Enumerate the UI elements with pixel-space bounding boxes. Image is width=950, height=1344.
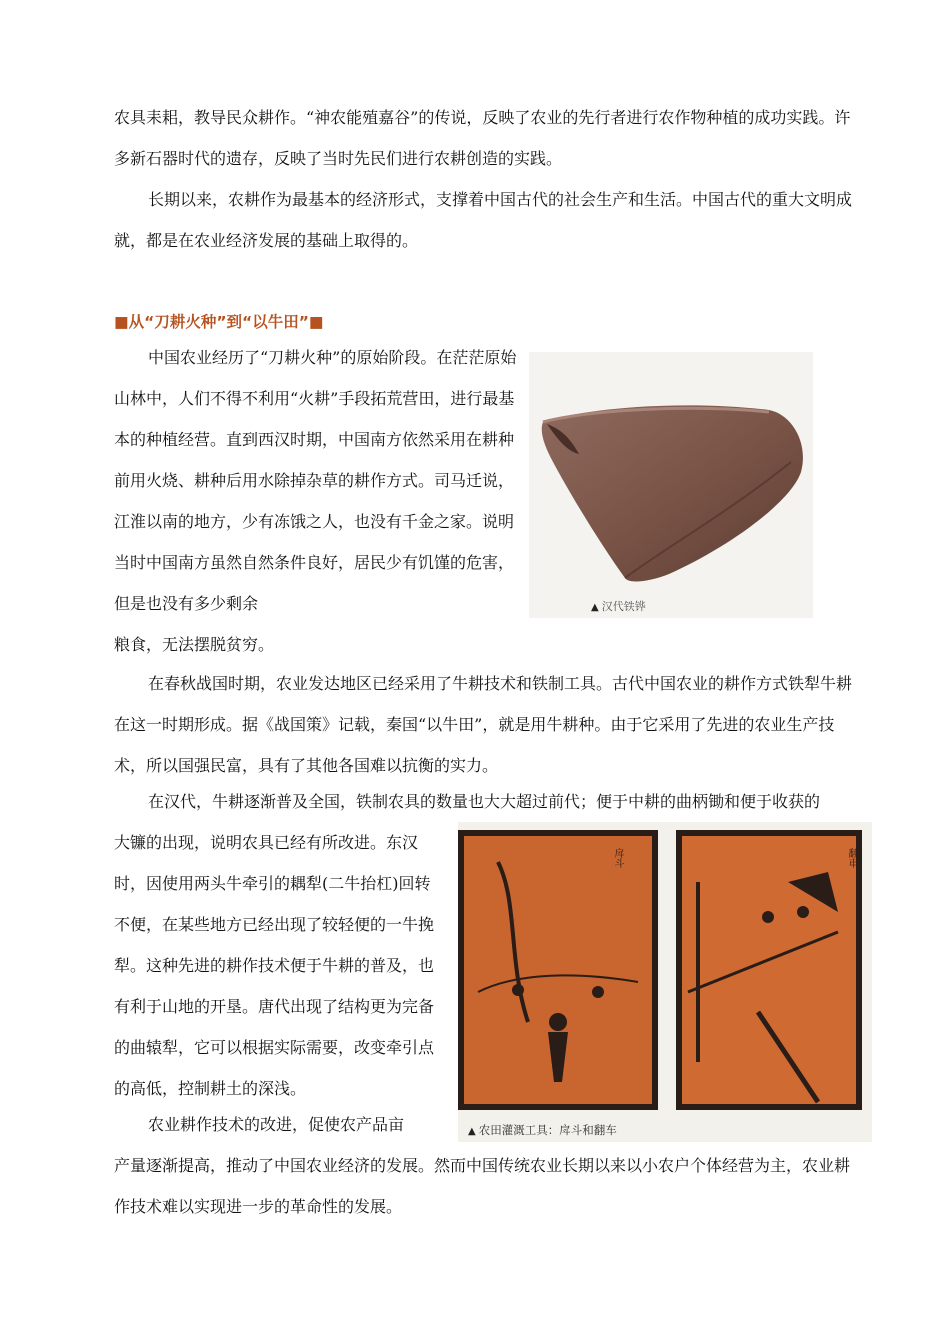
figure-iron-plowshare	[529, 352, 813, 618]
paragraph-2: 长期以来，农耕作为最基本的经济形式，支撑着中国古代的社会生产和生活。中国古代的重大文明成就，都是在农业经济发展的基础上取得的。	[114, 190, 853, 250]
heading-text: 从“刀耕火种”到“以牛田”	[128, 313, 309, 331]
paragraph-3: 中国农业经历了“刀耕火种”的原始阶段。在茫茫原始山林中，人们不得不利用“火耕”手段拓荒营田，进行最基本的种植经营。直到西汉时期，中国南方依然采用在耕种前用火烧、耕种后用水除掉杂草的耕作方式。司马迁说，江淮以南的地方，少有冻饿之人，也没有千金之家。说明当时中国南方虽然自然条件良好，居民少有饥馑的危害，但是也没有多少剩余	[114, 348, 517, 613]
figure-2-caption: ▲ 农田灌溉工具：戽斗和翻车	[468, 1123, 617, 1137]
plowshare-image	[529, 352, 813, 592]
paragraph-1: 农具耒耜，教导民众耕作。“神农能殖嘉谷”的传说，反映了农业的先行者进行农作物种植的成功实践。许多新石器时代的遗存，反映了当时先民们进行农耕创造的实践。	[114, 108, 851, 168]
paragraph-6-rest: 产量逐渐提高，推动了中国农业经济的发展。然而中国传统农业长期以来以小农户个体经营为主，农业耕作技术难以实现进一步的革命性的发展。	[114, 1156, 851, 1216]
caption-triangle-icon: ▲	[468, 1126, 476, 1137]
paragraph-5-first: 在汉代，牛耕逐渐普及全国，铁制农具的数量也大大超过前代；便于中耕的曲柄锄和便于收获的	[148, 792, 821, 811]
heading-square-icon: ■	[308, 313, 324, 331]
paragraph-3-end: 粮食，无法摆脱贫穷。	[114, 635, 275, 654]
irrigation-woodcut-image	[458, 822, 872, 1114]
right-woodcut-label: 翻車	[846, 848, 857, 868]
paragraph-5-rest: 大镰的出现，说明农具已经有所改进。东汉时，因使用两头牛牵引的耦犁(二牛抬杠)回转不便，在某些地方已经出现了较轻便的一牛挽犁。这种先进的耕作技术便于牛耕的普及，也有利于山地的开垦。唐代出现了结构更为完备的曲辕犁，它可以根据实际需要，改变牵引点的高低，控制耕土的深浅。	[114, 833, 435, 1098]
left-woodcut-label: 戽斗	[612, 848, 623, 868]
section-heading	[114, 308, 324, 336]
heading-square-icon: ■	[114, 313, 129, 331]
figure-irrigation-tools	[458, 822, 872, 1142]
figure-1-caption: ▲ 汉代铁铧	[591, 600, 646, 613]
paragraph-4: 在春秋战国时期，农业发达地区已经采用了牛耕技术和铁制工具。古代中国农业的耕作方式铁犁牛耕在这一时期形成。据《战国策》记载，秦国“以牛田”，就是用牛耕种。由于它采用了先进的农业生产技术，所以国强民富，具有了其他各国难以抗衡的实力。	[114, 674, 853, 775]
caption-triangle-icon: ▲	[591, 602, 599, 613]
paragraph-6-first: 农业耕作技术的改进，促使农产品亩	[148, 1115, 405, 1134]
